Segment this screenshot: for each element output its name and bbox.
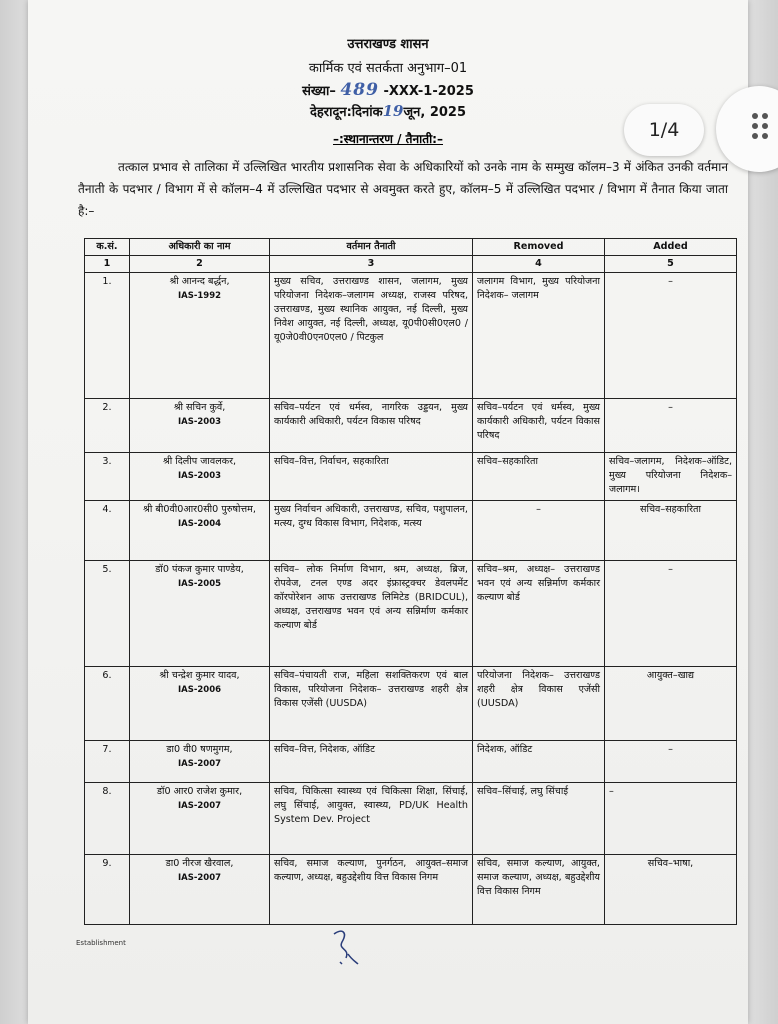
transfer-table <box>84 238 737 925</box>
header-officer-name: अधिकारी का नाम <box>130 239 270 256</box>
officer-service: IAS-2007 <box>177 759 222 769</box>
menu-dot-icon <box>762 123 768 129</box>
order-number-suffix: -XXX-1-2025 <box>383 84 474 99</box>
department-header: कार्मिक एवं सतर्कता अनुभाग–01 <box>308 61 468 76</box>
subject-text: –:स्थानान्तरण / तैनाती:– <box>333 132 443 146</box>
cell-sn: 1. <box>85 273 130 399</box>
cell-current-posting: मुख्य निर्वाचन अधिकारी, उत्तराखण्ड, सचिव, पशुपालन, मत्स्य, दुग्ध विकास विभाग, निदेशक, मत्स्य <box>270 501 473 561</box>
cell-officer <box>130 561 270 667</box>
officer-service: IAS-2007 <box>177 873 222 883</box>
officer-name: डा0 नीरज खैरवाल, <box>165 858 234 869</box>
table-row <box>85 855 737 925</box>
cell-sn: 5. <box>85 561 130 667</box>
column-number: 3 <box>270 256 473 273</box>
menu-dot-icon <box>762 113 768 119</box>
cell-current-posting: सचिव–पर्यटन एवं धर्मस्व, नागरिक उड्डयन, मुख्य कार्यकारी अधिकारी, पर्यटन विकास परिषद <box>270 399 473 453</box>
table-row <box>85 453 737 501</box>
officer-service: IAS-2004 <box>177 519 222 529</box>
cell-removed: सचिव, समाज कल्याण, आयुक्त, समाज कल्याण, अध्यक्ष, बहुउद्देशीय वित्त विकास निगम <box>473 855 605 925</box>
cell-sn: 4. <box>85 501 130 561</box>
cell-sn: 2. <box>85 399 130 453</box>
footer-establishment: Establishment <box>76 939 126 947</box>
cell-added: आयुक्त–खाद्य <box>605 667 737 741</box>
govt-header: उत्तराखण्ड शासन <box>347 37 429 52</box>
cell-officer <box>130 273 270 399</box>
officer-name: श्री बी0वी0आर0सी0 पुरुषोत्तम, <box>143 504 256 515</box>
table-row <box>85 741 737 783</box>
order-date-handwritten: 19 <box>382 102 404 120</box>
cell-current-posting: सचिव–पंचायती राज, महिला सशक्तिकरण एवं बाल विकास, परियोजना निदेशक– उत्तराखण्ड शहरी क्षेत्र विकास एजेंसी (UUSDA) <box>270 667 473 741</box>
cell-removed: परियोजना निदेशक– उत्तराखण्ड शहरी क्षेत्र विकास एजेंसी (UUSDA) <box>473 667 605 741</box>
column-number: 5 <box>605 256 737 273</box>
cell-officer <box>130 667 270 741</box>
header-sn: क.सं. <box>85 239 130 256</box>
cell-removed: सचिव–सहकारिता <box>473 453 605 501</box>
officer-name: डा0 वी0 षणमुगम, <box>166 744 233 755</box>
cell-sn: 8. <box>85 783 130 855</box>
officer-name: डॉ0 पंकज कुमार पाण्डेय, <box>155 564 244 575</box>
header-removed: Removed <box>473 239 605 256</box>
cell-removed: सचिव–पर्यटन एवं धर्मस्व, मुख्य कार्यकारी अधिकारी, पर्यटन विकास परिषद <box>473 399 605 453</box>
cell-added: सचिव–सहकारिता <box>605 501 737 561</box>
cell-added: – <box>605 273 737 399</box>
officer-name: श्री सचिन कुर्वे, <box>173 402 226 413</box>
cell-officer <box>130 399 270 453</box>
cell-sn: 7. <box>85 741 130 783</box>
menu-dot-icon <box>752 113 758 119</box>
menu-dot-icon <box>752 123 758 129</box>
cell-officer <box>130 453 270 501</box>
cell-officer <box>130 783 270 855</box>
cell-removed: निदेशक, ऑडिट <box>473 741 605 783</box>
table-row <box>85 783 737 855</box>
column-number-row <box>85 256 737 273</box>
initials-signature <box>328 924 364 970</box>
table-row <box>85 273 737 399</box>
officer-name: श्री दिलीप जावलकर, <box>162 456 237 467</box>
column-number: 4 <box>473 256 605 273</box>
cell-current-posting: सचिव–वित्त, निदेशक, ऑडिट <box>270 741 473 783</box>
cell-removed: सचिव–सिंचाई, लघु सिंचाई <box>473 783 605 855</box>
order-number <box>28 80 748 100</box>
cell-added: सचिव–जलागम, निदेशक–ऑडिट, मुख्य परियोजना निदेशक– जलागम। <box>605 453 737 501</box>
cell-officer <box>130 741 270 783</box>
officer-service: IAS-2006 <box>177 685 222 695</box>
cell-added: – <box>605 741 737 783</box>
table-row <box>85 501 737 561</box>
cell-added: सचिव–भाषा, <box>605 855 737 925</box>
officer-name: श्री चन्द्रेश कुमार यादव, <box>159 670 240 681</box>
cell-removed: जलागम विभाग, मुख्य परियोजना निदेशक– जलागम <box>473 273 605 399</box>
column-number: 2 <box>130 256 270 273</box>
cell-removed: सचिव–श्रम, अध्यक्ष– उत्तराखण्ड भवन एवं अन्य सन्निर्माण कर्मकार कल्याण बोर्ड <box>473 561 605 667</box>
cell-officer <box>130 501 270 561</box>
header-current-posting: वर्तमान तैनाती <box>270 239 473 256</box>
order-date-suffix: जून, 2025 <box>403 105 467 120</box>
order-number-handwritten: 489 <box>340 80 379 100</box>
officer-name: डॉ0 आर0 राजेश कुमार, <box>156 786 243 797</box>
table-header-row <box>85 239 737 256</box>
menu-dot-icon <box>762 133 768 139</box>
intro-paragraph: तत्काल प्रभाव से तालिका में उल्लिखित भारतीय प्रशासनिक सेवा के अधिकारियों को उनके नाम के सम्मुख कॉलम–3 में अंकित उनकी वर्तमान तैनाती के पदभार / विभाग में से कॉलम–4 में उल्लिखित पदभार से अवमुक्त करते हुए, कॉलम–5 में उल्लिखित पदभार / विभाग में तैनात किया जाता है:– <box>78 160 728 218</box>
table-row <box>85 399 737 453</box>
column-number: 1 <box>85 256 130 273</box>
officer-service: IAS-2007 <box>177 801 222 811</box>
officer-service: IAS-1992 <box>177 291 222 301</box>
cell-sn: 3. <box>85 453 130 501</box>
cell-sn: 6. <box>85 667 130 741</box>
cell-current-posting: सचिव, चिकित्सा स्वास्थ्य एवं चिकित्सा शिक्षा, सिंचाई, लघु सिंचाई, आयुक्त, स्वास्थ्य, PD/UK Health System Dev. Project <box>270 783 473 855</box>
cell-current-posting: मुख्य सचिव, उत्तराखण्ड शासन, जलागम, मुख्य परियोजना निदेशक–जलागम अध्यक्ष, राजस्व परिषद, उत्तराखण्ड, मुख्य स्थानिक आयुक्त, नई दिल्ली, मुख्य निवेश आयुक्त, नई दिल्ली, अध्यक्ष, यू0पी0सी0एल0 / यू0जे0वी0एन0एल0 / पिटकुल <box>270 273 473 399</box>
cell-current-posting: सचिव, समाज कल्याण, पुनर्गठन, आयुक्त–समाज कल्याण, अध्यक्ष, बहुउद्देशीय वित्त विकास निगम <box>270 855 473 925</box>
header-added: Added <box>605 239 737 256</box>
officer-name: श्री आनन्द बर्द्धन, <box>169 276 230 287</box>
page-indicator[interactable]: 1/4 <box>624 104 704 156</box>
table-row <box>85 561 737 667</box>
officer-service: IAS-2005 <box>177 579 222 589</box>
cell-added: – <box>605 783 737 855</box>
cell-officer <box>130 855 270 925</box>
order-date-prefix: देहरादून:दिनांक <box>309 105 383 120</box>
cell-removed: – <box>473 501 605 561</box>
order-number-prefix: संख्या– <box>302 84 336 99</box>
cell-added: – <box>605 399 737 453</box>
cell-sn: 9. <box>85 855 130 925</box>
cell-added: – <box>605 561 737 667</box>
cell-current-posting: सचिव–वित्त, निर्वाचन, सहकारिता <box>270 453 473 501</box>
cell-current-posting: सचिव– लोक निर्माण विभाग, श्रम, अध्यक्ष, ब्रिज, रोपवेज, टनल एण्ड अदर इंफ्रास्ट्रक्चर डेवलपमेंट कॉरपोरेशन आफ उत्तराखण्ड लिमिटेड (BRIDCUL), अध्यक्ष, उत्तराखण्ड भवन एवं अन्य सन्निर्माण कर्मकार कल्याण बोर्ड <box>270 561 473 667</box>
table-row <box>85 667 737 741</box>
menu-dot-icon <box>752 133 758 139</box>
officer-service: IAS-2003 <box>177 471 222 481</box>
officer-service: IAS-2003 <box>177 417 222 427</box>
